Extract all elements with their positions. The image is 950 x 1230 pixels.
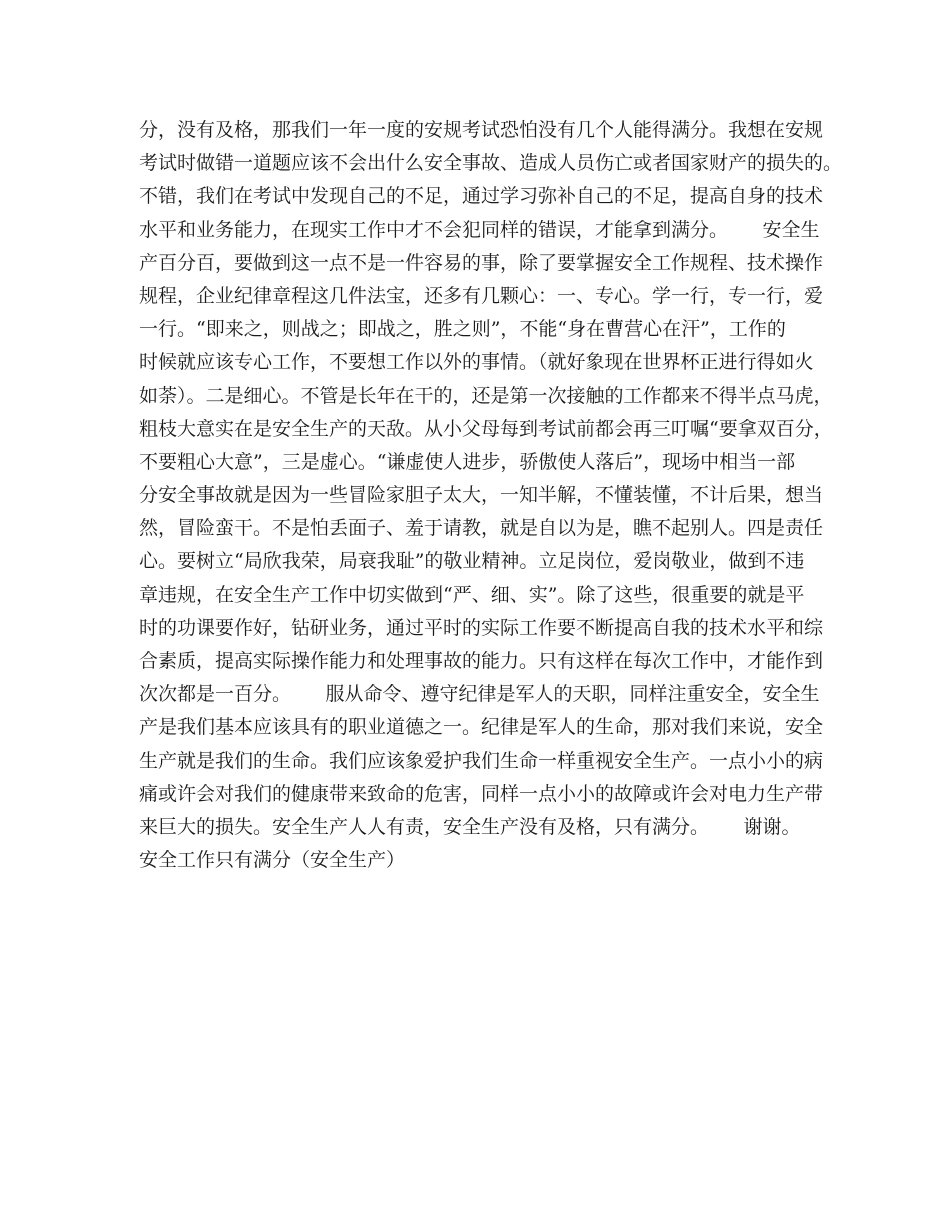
body-text	[139, 114, 843, 877]
document-footer-title: 安全工作只有满分（安全生产）	[139, 849, 406, 872]
text-line: 时的功课要作好，钻研业务，通过平时的实际工作要不断提高自我的技术水平和综	[139, 616, 824, 639]
text-line: 章违规，在安全生产工作中切实做到“严、细、实”。除了这些，很重要的就是平	[139, 583, 805, 606]
text-line: 时候就应该专心工作，不要想工作以外的事情。（就好象现在世界杯正进行得如火	[139, 351, 814, 374]
text-line: 如荼）。二是细心。不管是长年在干的，还是第一次接触的工作都来不得半点马虎，	[139, 384, 833, 407]
text-line: 一行。“即来之，则战之；即战之，胜之则”，不能“身在曹营心在汗”，工作的	[139, 318, 786, 341]
text-line: 来巨大的损失。安全生产人人有责，安全生产没有及格，只有满分。 谢谢。	[139, 815, 801, 838]
text-line: 产是我们基本应该具有的职业道德之一。纪律是军人的生命，那对我们来说，安全	[139, 716, 824, 739]
text-line: 规程，企业纪律章程这几件法宝，还多有几颗心：一、专心。学一行，专一行，爱	[139, 284, 824, 307]
text-line: 心。要树立“局欣我荣，局衰我耻”的敬业精神。立足岗位，爱岗敬业，做到不违	[139, 550, 805, 573]
text-line: 考试时做错一道题应该不会出什么安全事故、造成人员伤亡或者国家财产的损失的。	[139, 152, 843, 175]
text-line: 然，冒险蛮干。不是怕丢面子、羞于请教，就是自以为是，瞧不起别人。四是责任	[139, 517, 824, 540]
text-line: 生产就是我们的生命。我们应该象爱护我们生命一样重视安全生产。一点小小的病	[139, 749, 824, 772]
text-line: 次次都是一百分。 服从命令、遵守纪律是军人的天职，同样注重安全，安全生	[139, 683, 820, 706]
text-line: 不要粗心大意”，三是虚心。“谦虚使人进步，骄傲使人落后”，现场中相当一部	[139, 450, 796, 473]
text-line: 分安全事故就是因为一些冒险家胆子太大，一知半解，不懂装懂，不计后果，想当	[139, 484, 824, 507]
text-line: 粗枝大意实在是安全生产的天敌。从小父母每到考试前都会再三叮嘱“要拿双百分，	[139, 417, 833, 440]
text-line: 水平和业务能力，在现实工作中才不会犯同样的错误，才能拿到满分。 安全生	[139, 218, 820, 241]
text-line: 分，没有及格，那我们一年一度的安规考试恐怕没有几个人能得满分。我想在安规	[139, 119, 824, 141]
text-line: 不错，我们在考试中发现自己的不足，通过学习弥补自己的不足，提高自身的技术	[139, 185, 824, 208]
text-line: 痛或许会对我们的健康带来致命的危害，同样一点小小的故障或许会对电力生产带	[139, 782, 824, 805]
text-line: 合素质，提高实际操作能力和处理事故的能力。只有这样在每次工作中，才能作到	[139, 650, 824, 672]
text-line: 产百分百，要做到这一点不是一件容易的事，除了要掌握安全工作规程、技术操作	[139, 251, 824, 274]
